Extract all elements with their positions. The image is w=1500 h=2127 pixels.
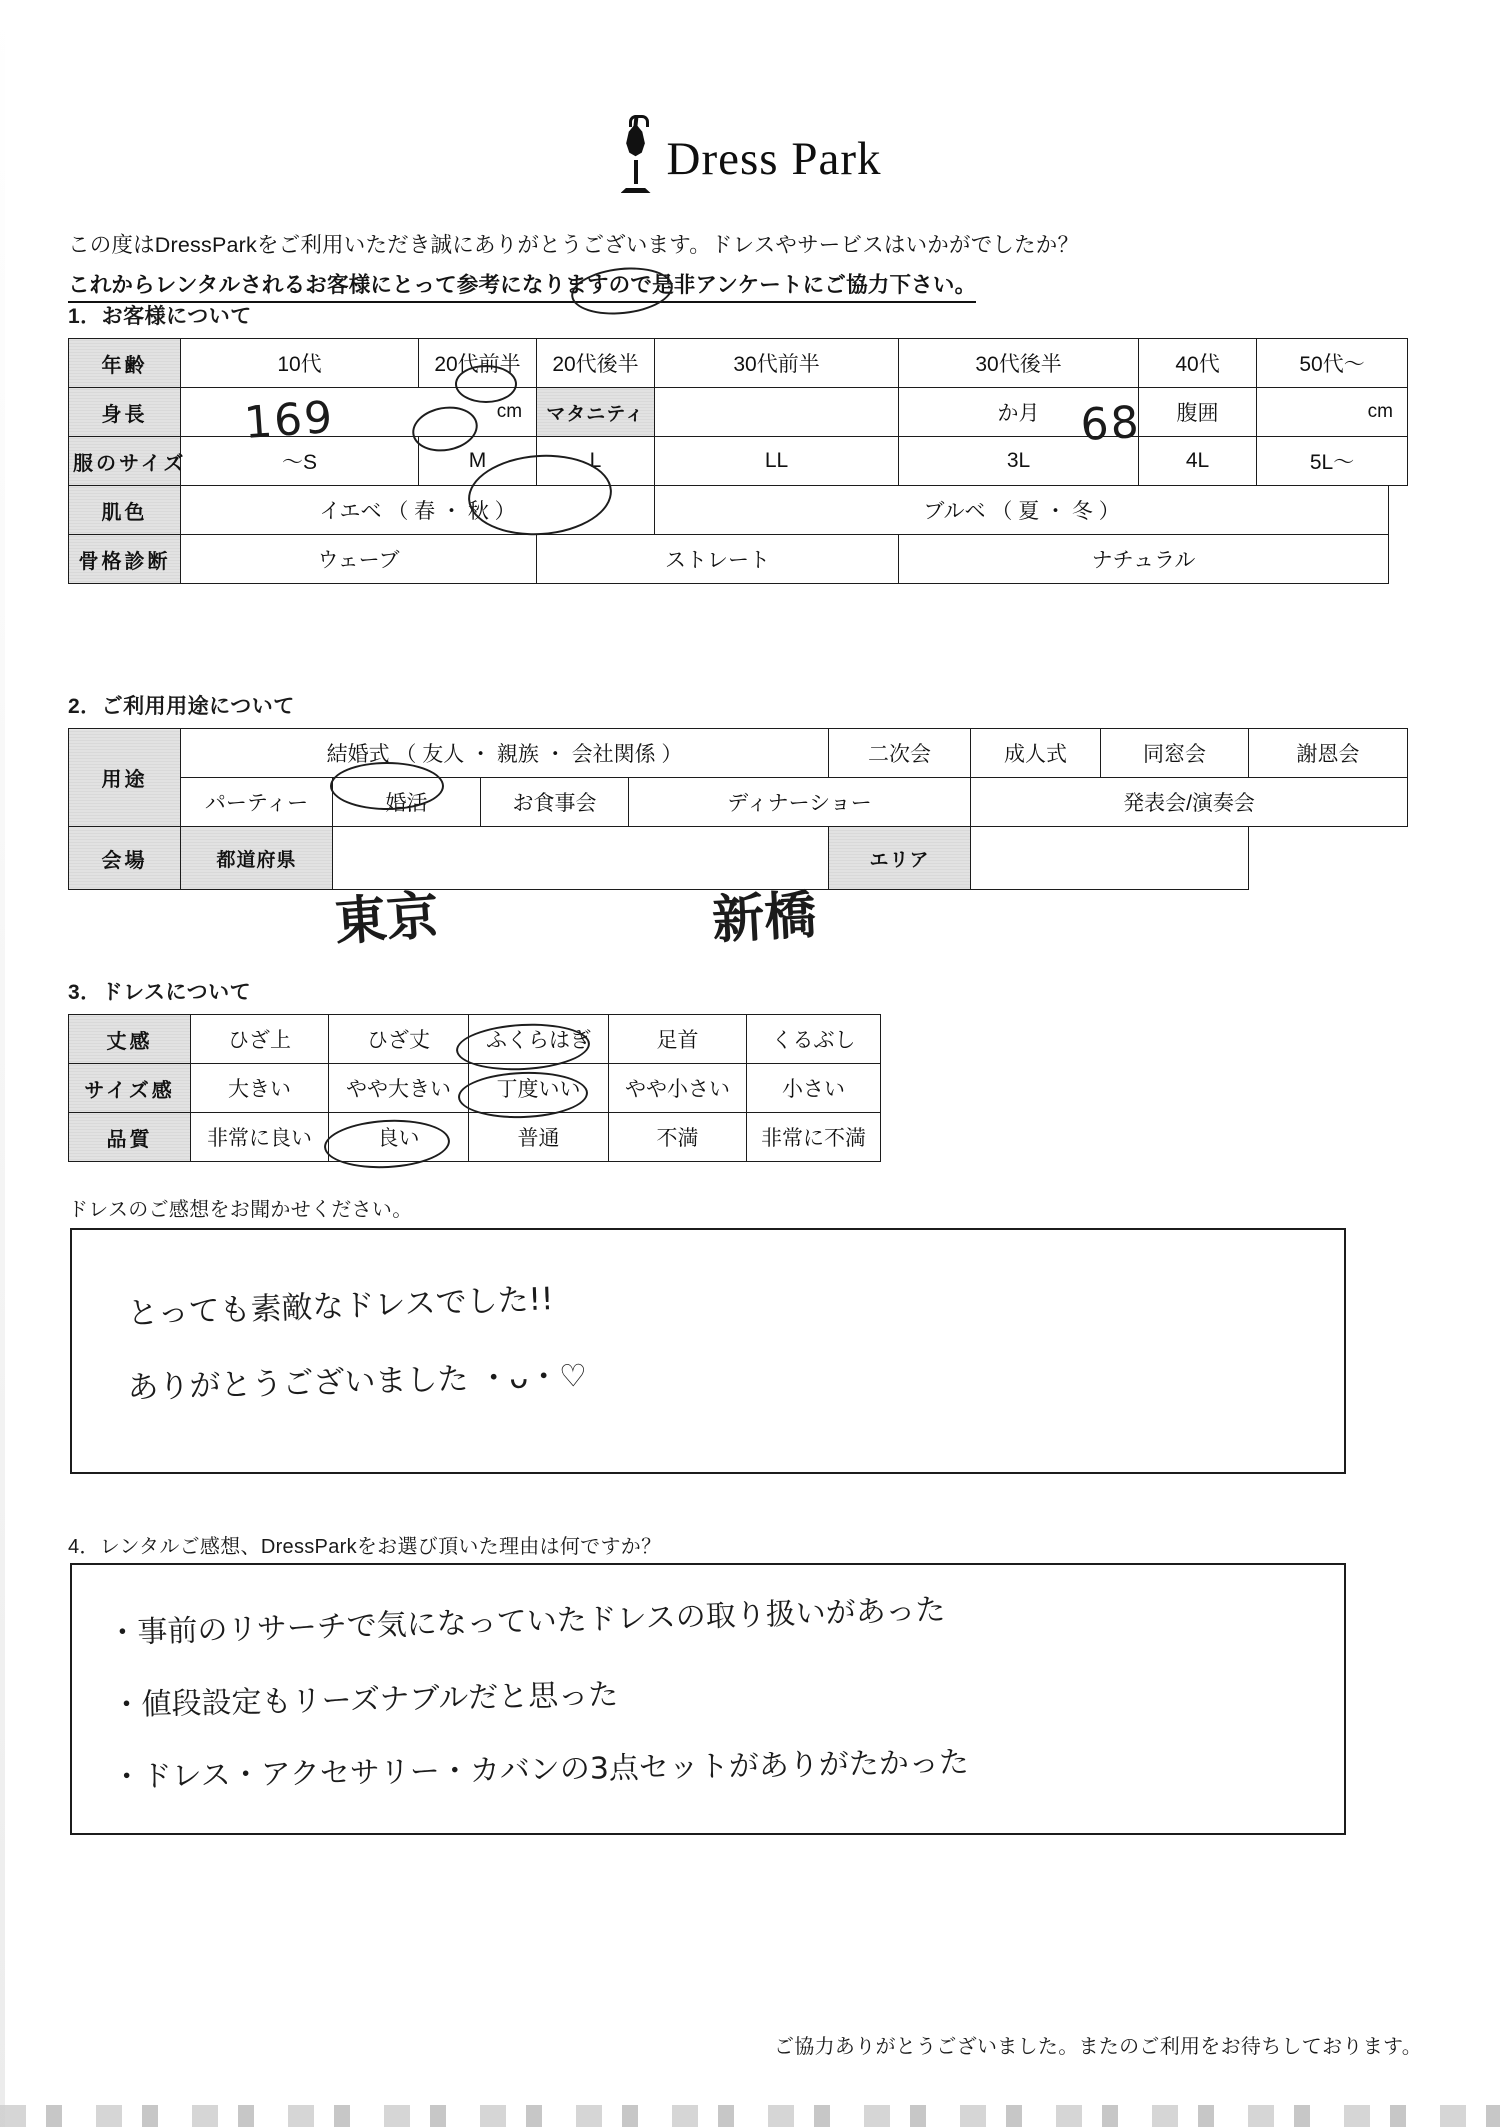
purpose-option-reunion[interactable]: 同窓会 — [1101, 729, 1249, 778]
length-option-above-knee[interactable]: ひざ上 — [191, 1015, 329, 1064]
scan-edge-artifact — [0, 0, 5, 2127]
row-label-length: 丈感 — [69, 1015, 191, 1064]
circle-mark-size-l — [455, 365, 517, 403]
size-option-m[interactable]: M — [419, 437, 537, 486]
row-label-size: 服のサイズ — [69, 437, 181, 486]
purpose-option-dining[interactable]: お食事会 — [481, 778, 629, 827]
quality-option-good[interactable]: 良い — [329, 1113, 469, 1162]
handwritten-reason-line-2: ・値段設定もリーズナブルだと思った — [111, 1677, 619, 1724]
handwritten-impression-line-1: とっても素敵なドレスでした!! — [126, 1281, 555, 1333]
purpose-option-thanksgiving[interactable]: 謝恩会 — [1249, 729, 1408, 778]
size-option-ll[interactable]: LL — [655, 437, 899, 486]
maternity-label[interactable]: マタニティ — [537, 388, 655, 437]
handwritten-reason-line-3: ・ドレス・アクセサリー・カバンの3点セットがありがたかった — [111, 1745, 970, 1796]
quality-option-very-good[interactable]: 非常に良い — [191, 1113, 329, 1162]
size-option-3l[interactable]: 3L — [899, 437, 1139, 486]
belly-label: 腹囲 — [1139, 388, 1257, 437]
fit-option-large[interactable]: 大きい — [191, 1064, 329, 1113]
months-input[interactable] — [655, 388, 899, 437]
age-option-50s[interactable]: 50代〜 — [1257, 339, 1408, 388]
row-label-bone: 骨格診断 — [69, 535, 181, 584]
size-option-4l[interactable]: 4L — [1139, 437, 1257, 486]
question-4-label: 4．レンタルご感想、DressParkをお選び頂いた理由は何ですか？ — [68, 1536, 662, 1558]
table-row — [69, 535, 1408, 584]
size-option-s[interactable]: 〜S — [181, 437, 419, 486]
row-label-height: 身長 — [69, 388, 181, 437]
area-label: エリア — [829, 827, 971, 890]
length-option-anklebone[interactable]: くるぶし — [747, 1015, 881, 1064]
quality-option-average[interactable]: 普通 — [469, 1113, 609, 1162]
customer-table — [68, 338, 1408, 584]
age-option-20s-early[interactable]: 20代前半 — [419, 339, 537, 388]
age-option-10s[interactable]: 10代 — [181, 339, 419, 388]
purpose-option-after-party[interactable]: 二次会 — [829, 729, 971, 778]
age-option-20s-late[interactable]: 20代後半 — [537, 339, 655, 388]
length-option-ankle[interactable]: 足首 — [609, 1015, 747, 1064]
bone-option-natural[interactable]: ナチュラル — [899, 535, 1389, 584]
row-label-fit: サイズ感 — [69, 1064, 191, 1113]
skin-option-yellow-base[interactable]: イエベ （ 春 ・ 秋 ） — [181, 486, 655, 535]
purpose-option-coming-of-age[interactable]: 成人式 — [971, 729, 1101, 778]
size-option-5l[interactable]: 5L〜 — [1257, 437, 1408, 486]
length-option-knee[interactable]: ひざ丈 — [329, 1015, 469, 1064]
impression-textarea[interactable] — [70, 1228, 1346, 1474]
scan-bottom-artifact — [0, 2105, 1500, 2127]
bone-option-straight[interactable]: ストレート — [537, 535, 899, 584]
bone-option-wave[interactable]: ウェーブ — [181, 535, 537, 584]
purpose-table — [68, 728, 1408, 890]
length-option-calf[interactable]: ふくらはぎ — [469, 1015, 609, 1064]
belly-input[interactable] — [1257, 388, 1408, 437]
fit-option-slightly-small[interactable]: やや小さい — [609, 1064, 747, 1113]
area-input[interactable] — [971, 827, 1249, 890]
intro-line-2: これからレンタルされるお客様にとって参考になりますので是非アンケートにご協力下さい。 — [68, 268, 976, 303]
brand-logo — [0, 115, 1500, 195]
purpose-option-party[interactable]: パーティー — [181, 778, 333, 827]
fit-option-just-right[interactable]: 丁度いい — [469, 1064, 609, 1113]
handwritten-reason-line-1: ・事前のリサーチで気になっていたドレスの取り扱いがあった — [106, 1592, 946, 1652]
purpose-option-recital[interactable]: 発表会/演奏会 — [971, 778, 1408, 827]
handwritten-height-value: 169 — [242, 391, 336, 449]
table-row — [69, 339, 1408, 388]
purpose-option-dinner-show[interactable]: ディナーショー — [629, 778, 971, 827]
table-row — [69, 1113, 881, 1162]
intro-text — [68, 228, 1388, 303]
fit-option-small[interactable]: 小さい — [747, 1064, 881, 1113]
age-option-40s[interactable]: 40代 — [1139, 339, 1257, 388]
row-label-purpose: 用途 — [69, 729, 181, 827]
handwritten-belly-value: 68 — [1079, 396, 1142, 451]
row-label-skin: 肌色 — [69, 486, 181, 535]
question-3-label: ドレスのご感想をお聞かせください。 — [68, 1199, 413, 1221]
skin-option-blue-base[interactable]: ブルベ （ 夏 ・ 冬 ） — [655, 486, 1389, 535]
circle-mark-purpose-relatives — [330, 762, 444, 810]
table-row — [69, 778, 1408, 827]
age-option-30s-late[interactable]: 30代後半 — [899, 339, 1139, 388]
prefecture-label: 都道府県 — [181, 827, 333, 890]
section-title-dress: 3．ドレスについて — [68, 981, 252, 1004]
brand-name: Dress Park — [666, 133, 882, 185]
handwritten-area: 新橋 — [710, 885, 818, 952]
quality-option-dissatisfied[interactable]: 不満 — [609, 1113, 747, 1162]
handwritten-prefecture: 東京 — [332, 885, 441, 954]
age-option-30s-early[interactable]: 30代前半 — [655, 339, 899, 388]
closing-text: ご協力ありがとうございました。またのご利用をお待ちしております。 — [774, 2036, 1422, 2058]
height-unit: cm — [496, 401, 523, 422]
purpose-option-wedding[interactable]: 結婚式 （ 友人 ・ 親族 ・ 会社関係 ） — [181, 729, 829, 778]
belly-unit: cm — [1367, 401, 1393, 422]
row-label-quality: 品質 — [69, 1113, 191, 1162]
fit-option-slightly-large[interactable]: やや大きい — [329, 1064, 469, 1113]
quality-option-very-dissatisfied[interactable]: 非常に不満 — [747, 1113, 881, 1162]
intro-line-1: この度はDressParkをご利用いただき誠にありがとうございます。ドレスやサービスはいかがでしたか？ — [68, 233, 1080, 257]
section-title-purpose: 2．ご利用用途について — [68, 695, 295, 718]
table-row — [69, 486, 1408, 535]
row-label-age: 年齢 — [69, 339, 181, 388]
section-title-customer: 1．お客様について — [68, 305, 252, 328]
months-label: か月 — [899, 388, 1139, 437]
purpose-option-matchmaking[interactable]: 婚活 — [333, 778, 481, 827]
dress-form-icon — [619, 115, 653, 195]
handwritten-impression-line-2: ありがとうございました ・ᴗ・♡ — [127, 1357, 588, 1407]
row-label-venue: 会場 — [69, 827, 181, 890]
table-row — [69, 729, 1408, 778]
size-option-l[interactable]: L — [537, 437, 655, 486]
